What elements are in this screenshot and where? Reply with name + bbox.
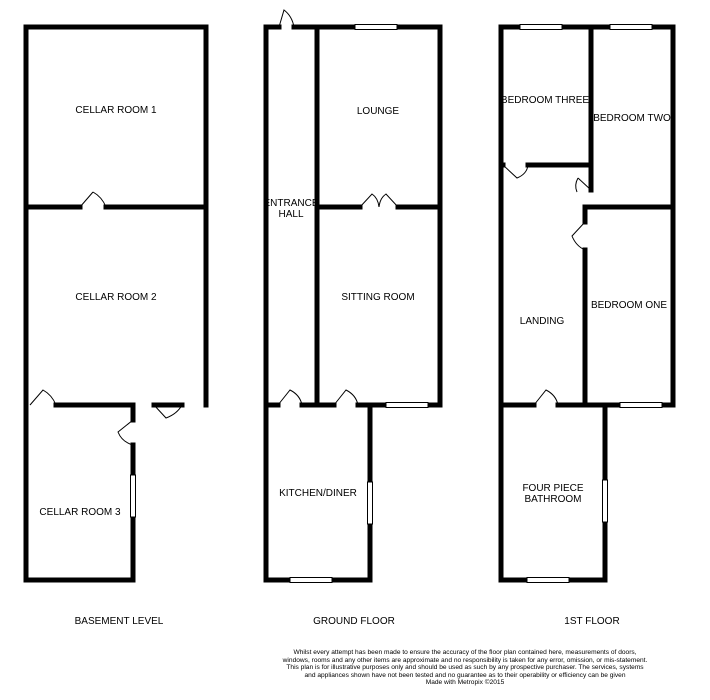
- window-bed1: [620, 403, 662, 408]
- room-label-lounge: LOUNGE: [356, 106, 400, 117]
- window-bed2: [610, 25, 652, 30]
- door-swing-sitting: [334, 390, 358, 405]
- room-label-bath-line1: FOUR PIECE: [522, 483, 584, 494]
- room-label-cellar1: CELLAR ROOM 1: [75, 105, 157, 116]
- window-bath-rear: [527, 578, 569, 583]
- level-title-first: 1ST FLOOR: [564, 616, 620, 627]
- room-label-bed3: BEDROOM THREE: [500, 95, 590, 106]
- room-label-landing: LANDING: [519, 316, 565, 327]
- window-lounge: [355, 25, 397, 30]
- door-swing-bed3: [503, 165, 528, 178]
- level-title-ground: GROUND FLOOR: [313, 616, 395, 627]
- window-kitchen-rear: [290, 578, 332, 583]
- room-label-bath-line2: BATHROOM: [524, 494, 582, 505]
- door-swing-lounge: [360, 194, 398, 207]
- window-bath-side: [603, 480, 608, 522]
- doors: [30, 10, 591, 445]
- door-swing-cellar3: [118, 420, 133, 445]
- door-swing-cellar1: [80, 192, 106, 207]
- disclaimer-text: Whilst every attempt has been made to ensure the accuracy of the floor plan contained here, measurements of doors, windows, rooms and any other items are approximate and no responsibility is taken for any error, omission, or mis-statement. This plan is for illustrative purposes only and should be used as such by any prospective purchaser. The services, systems and appliances shown have not been tested and no guarantee as to their operability or efficiency can be given: [282, 649, 648, 679]
- room-label-hall-line2: HALL: [278, 209, 304, 220]
- door-swing-bath: [534, 390, 558, 405]
- window-bed3: [520, 25, 562, 30]
- door-swing-cellar2-left: [30, 390, 56, 405]
- room-label-bed2: BEDROOM TWO: [593, 113, 671, 124]
- window-cellar3: [131, 475, 136, 517]
- window-sitting: [386, 403, 428, 408]
- window-kitchen: [368, 482, 373, 524]
- door-swing-bed1: [572, 222, 585, 250]
- disclaimer: [280, 649, 650, 687]
- disclaimer-credit: Made with Metropix ©2015: [425, 679, 505, 687]
- room-label-cellar3: CELLAR ROOM 3: [39, 507, 121, 518]
- room-label-bed1: BEDROOM ONE: [590, 300, 668, 311]
- room-label-cellar2: CELLAR ROOM 2: [75, 292, 157, 303]
- room-label-sitting: SITTING ROOM: [341, 292, 415, 303]
- door-swing-kitchen: [278, 390, 302, 405]
- room-label-hall-line1: ENTRANCE: [263, 198, 319, 209]
- room-label-kitchen: KITCHEN/DINER: [279, 488, 357, 499]
- level-title-basement: BASEMENT LEVEL: [74, 616, 164, 627]
- door-swing-front: [279, 10, 294, 27]
